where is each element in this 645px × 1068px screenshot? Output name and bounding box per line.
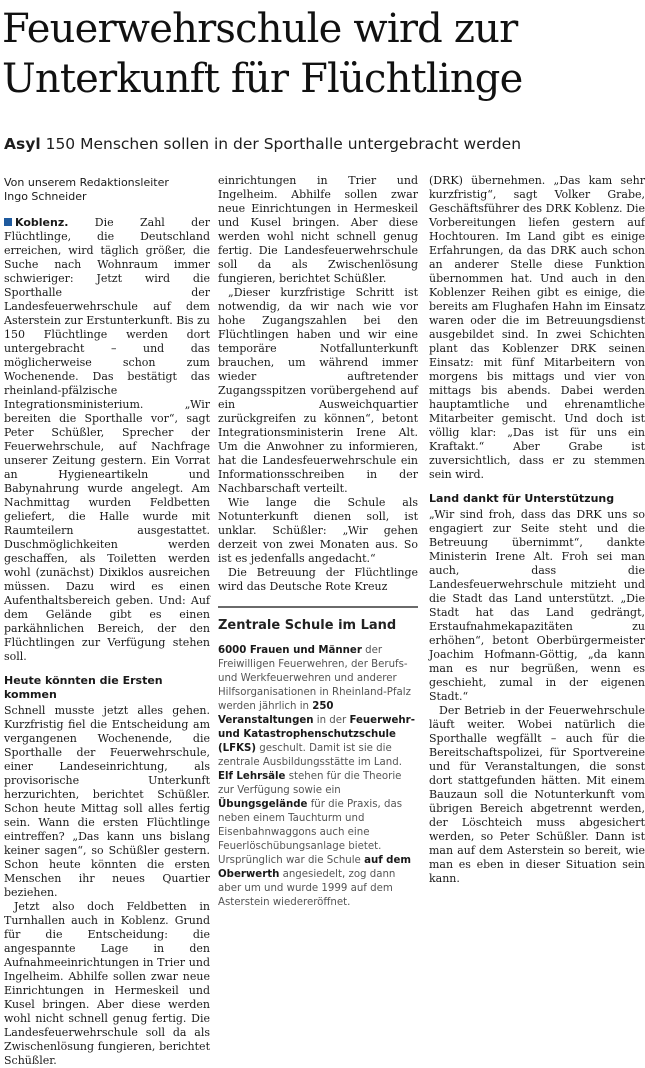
subheadline-text: 150 Menschen sollen in der Sporthalle untergebracht werden xyxy=(45,135,522,153)
kicker: Asyl xyxy=(4,135,41,153)
paragraph: „Wir sind froh, dass das DRK uns so engagiert zur Seite steht und die Betreuung übernimmt“, dankte Ministerin Irene Alt. Froh sei man auch, dass die Landesfeuerwehrschule mitzieht und die Stadt das Land unterstützt. „Die Stadt hat das Land gedrängt, Erstaufnahmekapazitäten zu erhöhen“, betont Oberbürgermeister Joachim Hofmann-Göttig, „da kann man es nur begrüßen, wenn es geschieht, zumal in der eigenen Stadt.“ xyxy=(429,508,645,703)
lead-text: Die Zahl der Flüchtlinge, die Deutschland erreichen, wird täglich größer, die Suche nach Wohnraum immer schwieriger: Jetzt wird die Sporthalle der Landesfeuerwehrschule auf dem Asterstein zur Erstunterkunft. Bis zu 150 Flüchtlinge werden dort untergebracht – und das möglicherweise schon zum Wochenende. Das bestätigt das rheinland-pfälzische Integrationsministerium. „Wir bereiten die Sporthalle vor“, sagt Peter Schüßler, Sprecher der Feuerwehrschule, auf Nachfrage unserer Zeitung gestern. Ein Vorrat an Hygieneartikeln und Babynahrung wurde angelegt. Am Nachmittag wurden Feldbetten geliefert, die Halle wurde mit Raumteilern ausgestattet. Duschmöglichkeiten werden geschaffen, als Toiletten werden wohl (zunächst) Dixiklos ausreichen müssen. Dazu wird es einen Aufenthaltsbereich geben. Und: Auf dem Gelände gibt es einen parkähnlichen Bereich, der den Flüchtlingen zur Verfügung stehen soll. xyxy=(4,216,210,663)
info-bold: Feuerwehr- und Katastrophenschutzschule (LFKS) xyxy=(218,715,415,754)
subheadline xyxy=(4,134,630,154)
info-text: angesiedelt, zog dann aber um und wurde 1999 auf dem Asterstein wiedereröffnet. xyxy=(218,869,396,908)
paragraph: Schnell musste jetzt alles gehen. Kurzfristig fiel die Entscheidung am vergangenen Wochenende, die Sporthalle der Feuerwehrschule, einer Landeseinrichtung, als provisorische Unterkunft herzurichten, berichtet Schüßler. Schon heute Mittag soll alles fertig sein. Wann die ersten Flüchtlinge eintreffen? „Das kann uns bislang keiner sagen“, so Schüßler gestern. Schon heute könnten die ersten Menschen ihr neues Quartier beziehen. xyxy=(4,704,210,899)
paragraph-continued: einrichtungen in Trier und Ingelheim. Abhilfe sollen zwar neue Einrichtungen in Hermeskeil und Kusel bringen. Aber diese werden wohl nicht schnell genug fertig. Die Landesfeuerwehrschule soll da als Zwischenlösung fungieren, berichtet Schüßler. xyxy=(218,174,418,285)
headline: Feuerwehrschule wird zur Unterkunft für Flüchtlinge xyxy=(2,6,523,102)
section-heading-2: Land dankt für Unterstützung xyxy=(429,492,615,505)
info-text: stehen für die Theorie zur Verfügung sowie ein xyxy=(218,771,402,796)
info-bold: 250 Veranstaltungen xyxy=(218,701,334,726)
info-box xyxy=(218,606,418,910)
info-text: in der xyxy=(313,715,350,726)
info-bold: Elf Lehrsäle xyxy=(218,771,286,782)
paragraph-continued: (DRK) übernehmen. „Das kam sehr kurzfristig“, sagt Volker Grabe, Geschäftsführer des DRK Koblenz. Die Vorbereitungen liefen gestern auf Hochtouren. Im Land gibt es einige Erfahrungen, da das DRK auch schon an anderer Stelle diese Funktion übernommen hat. Und auch in den Koblenzer Reihen gibt es einige, die bereits am Flughafen Hahn im Einsatz waren oder die im Betreuungsdienst ausgebildet sind. In zwei Schichten plant das Koblenzer DRK seinen Einsatz: mit fünf Mitarbeitern von morgens bis mittags und vier von mittags bis abends. Dabei werden hauptamtliche und ehrenamtliche Mitarbeiter gemischt. Und doch ist völlig klar: „Das ist für uns ein Kraftakt.“ Aber Grabe ist zuversichtlich, dass er zu stemmen sein wird. xyxy=(429,174,645,481)
info-box-title: Zentrale Schule im Land xyxy=(218,618,397,633)
byline: Von unserem Redaktionsleiter Ingo Schneider xyxy=(4,176,169,203)
paragraph: Wie lange die Schule als Notunterkunft dienen soll, ist unklar. Schüßler: „Wir gehen derzeit von zwei Monaten aus. So ist es jedenfalls angedacht.“ xyxy=(218,496,418,565)
section-square-icon xyxy=(4,218,12,226)
info-box-text xyxy=(218,644,418,910)
info-bold: auf dem Oberwerth xyxy=(218,855,412,880)
paragraph: „Dieser kurzfristige Schritt ist notwendig, da wir nach wie vor hohe Zugangszahlen bei den Flüchtlingen haben und wir eine temporäre Notfallunterkunft brauchen, um während immer wieder auftretender Zugangsspitzen vorübergehend auf ein Ausweichquartier zurückgreifen zu können“, betont Integrationsministerin Irene Alt. Um die Anwohner zu informieren, hat die Landesfeuerwehrschule ein Informationsschreiben in der Nachbarschaft verteilt. xyxy=(218,286,418,495)
info-text: für die Praxis, das neben einem Tauchturm und Eisenbahnwaggons auch eine Feuerlöschübungsanlage bietet. Ursprünglich war die Schule xyxy=(218,799,403,866)
lead-paragraph xyxy=(4,216,210,664)
column-3 xyxy=(429,174,645,919)
column-1 xyxy=(4,174,210,1067)
section-heading-1: Heute könnten die Ersten kommen xyxy=(4,674,163,701)
paragraph: Der Betrieb in der Feuerwehrschule läuft weiter. Wobei natürlich die Sporthalle wegfällt – auch für die Bereitschaftspolizei, für Sportvereine und für Veranstaltungen, die sonst dort stattgefunden hätten. Mit einem Bauzaun soll die Notunterkunft vom übrigen Bereich abgetrennt werden, der Löschteich muss abgesichert werden, so Peter Schüßler. Dann ist man auf dem Asterstein so bereit, wie man es eben in dieser Situation sein kann. xyxy=(429,704,645,885)
info-text: geschult. Damit ist sie die zentrale Ausbildungsstätte im Land. xyxy=(218,743,402,768)
paragraph: Jetzt also doch Feldbetten in Turnhallen auch in Koblenz. Grund für die Entscheidung: die angespannte Lage in den Aufnahmeeinrichtungen in Trier und Ingelheim. Abhilfe sollen zwar neue Einrichtungen in Hermeskeil und Kusel bringen. Aber diese werden wohl nicht schnell genug fertig. Die Landesfeuerwehrschule soll da als Zwischenlösung fungieren, berichtet Schüßler. xyxy=(4,900,210,1067)
dateline: Koblenz. xyxy=(15,216,69,229)
paragraph: Die Betreuung der Flüchtlinge wird das Deutsche Rote Kreuz xyxy=(218,566,418,593)
info-text: der Freiwilligen Feuerwehren, der Berufs- und Werkfeuerwehren und anderer Hilfsorganisationen in Rheinland-Pfalz werden jährlich in xyxy=(218,645,411,712)
info-bold: Übungsgelände xyxy=(218,799,308,810)
info-bold: 6000 Frauen und Männer xyxy=(218,645,362,656)
column-2 xyxy=(218,174,418,919)
